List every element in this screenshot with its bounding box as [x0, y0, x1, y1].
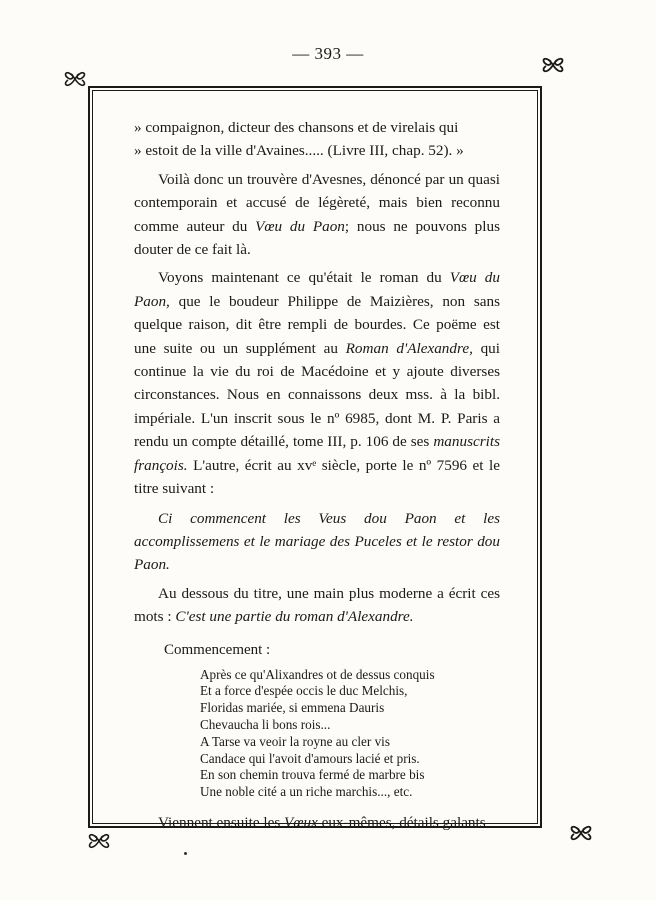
verse-line: Candace qui l'avoit d'amours lacié et pris.	[200, 750, 420, 766]
verse-line: Floridas mariée, si emmena Dauris	[200, 700, 385, 716]
work-title: manuscrits françois.	[134, 433, 500, 474]
ink-dot	[184, 852, 187, 855]
quote-line-2: » estoit de la ville d'Avaines..... (Livre III, chap. 52). »	[134, 142, 464, 160]
commencement-heading: Commencement :	[164, 641, 271, 658]
page-body	[134, 116, 500, 834]
work-title: Vœu du Paon,	[134, 269, 500, 310]
flourish-icon	[538, 50, 568, 80]
page-number: — 393 —	[292, 44, 364, 63]
flourish-icon	[60, 64, 90, 94]
work-title: Vœu du Paon	[255, 217, 345, 235]
verse-line: Une noble cité a un riche marchis..., etc.	[200, 784, 413, 800]
verse-line: Chevaucha li bons rois...	[200, 716, 331, 732]
flourish-icon	[566, 818, 596, 848]
verse-line: En son chemin trouva fermé de marbre bis	[200, 767, 425, 783]
quote-line-1: » compaignon, dicteur des chansons et de virelais qui	[134, 119, 459, 136]
verse-line: Et a force d'espée occis le duc Melchis,	[200, 683, 408, 699]
paragraph-titre: Au dessous du titre, une main plus moderne a écrit ces mots : C'est une partie du roman d'Alexandre.	[134, 584, 500, 626]
verse-line: A Tarse va veoir la royne au cler vis	[200, 733, 390, 749]
flourish-icon	[84, 826, 114, 856]
quote-continuation	[134, 116, 500, 163]
verse-line: Après ce qu'Alixandres ot de dessus conquis	[200, 666, 435, 682]
verse-block	[200, 667, 500, 801]
work-title: Vœux	[284, 813, 318, 831]
work-title: C'est une partie du roman d'Alexandre.	[175, 608, 414, 626]
paragraph-roman: Voyons maintenant ce qu'était le roman du Vœu du Paon, que le boudeur Philippe de Maizières, non sans quelque raison, dit être rempli de bourdes. Ce poëme est une suite ou un supplément au Roman d'Alexandre, qui continue la vie du roi de Macédoine et y ajoute diverses circonstances. Nous en connaissons deux mss. à la bibl. impériale. L'un inscrit sous le nº 6985, dont M. P. Paris a rendu un compte détaillé, tome III, p. 106 de ses manuscrits françois. L'autre, écrit au xvᵉ siècle, porte le nº 7596 et le titre suivant :	[134, 269, 500, 498]
work-title: Roman d'Alexandre,	[345, 339, 473, 357]
manuscript-title: Ci commencent les Veus dou Paon et les accomplissemens et le mariage des Puceles et le restor dou Paon.	[134, 509, 500, 574]
paragraph-trouvere: Voilà donc un trouvère d'Avesnes, dénoncé par un quasi contemporain et accusé de légèreté, mais bien reconnu comme auteur du Vœu du Paon; nous ne pouvons plus douter de ce fait là.	[134, 170, 500, 259]
paragraph-voeux: Viennent ensuite les Vœux eux-mêmes, détails galants	[158, 813, 486, 831]
